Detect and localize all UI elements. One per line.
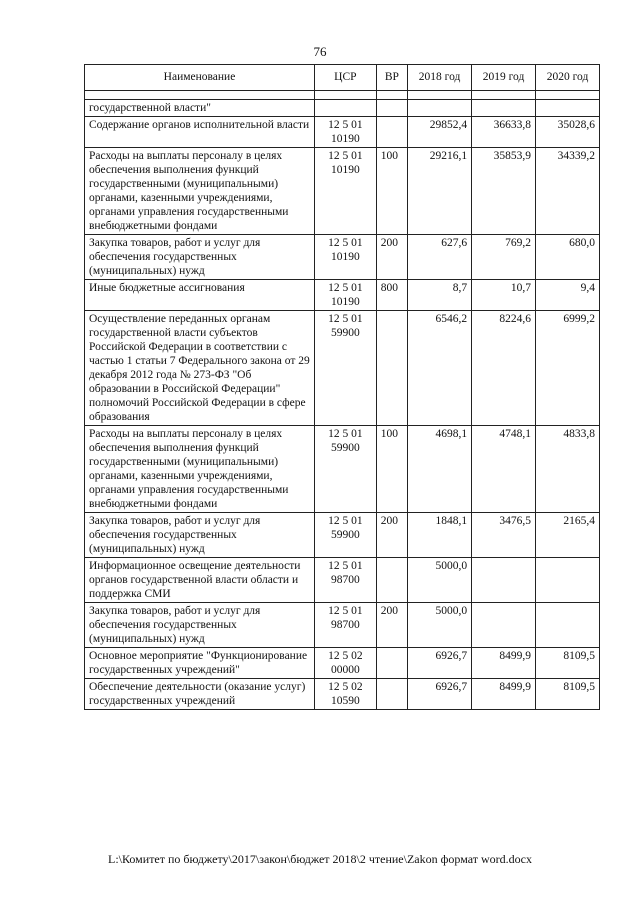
row-2018-cell: 6546,2 — [408, 311, 472, 426]
row-2020-cell — [536, 603, 600, 648]
table-row — [85, 648, 600, 679]
row-name-cell: Основное мероприятие "Функционирование государственных учреждений" — [85, 648, 315, 679]
row-2018-cell: 1848,1 — [408, 513, 472, 558]
header-name: Наименование — [85, 65, 315, 91]
row-2019-cell: 769,2 — [472, 235, 536, 280]
row-2018-cell: 5000,0 — [408, 603, 472, 648]
row-name-cell: Расходы на выплаты персоналу в целях обеспечения выполнения функций государственными (муниципальными) органами, казенными учреждениями, органами управления государственными внебюджетными фондами — [85, 426, 315, 513]
row-2020-cell: 6999,2 — [536, 311, 600, 426]
page-number: 76 — [313, 44, 327, 59]
row-csr-cell: 12 5 01 59900 — [315, 513, 377, 558]
row-name-cell: Обеспечение деятельности (оказание услуг) государственных учреждений — [85, 679, 315, 710]
row-vr-cell: 200 — [376, 235, 407, 280]
table-row — [85, 100, 600, 117]
header-vr: ВР — [376, 65, 407, 91]
row-2020-cell — [536, 100, 600, 117]
row-2020-cell: 8109,5 — [536, 679, 600, 710]
row-csr-cell — [315, 100, 377, 117]
row-2019-cell — [472, 603, 536, 648]
row-vr-cell: 800 — [376, 280, 407, 311]
row-2019-cell: 8499,9 — [472, 679, 536, 710]
row-2020-cell: 34339,2 — [536, 148, 600, 235]
row-2019-cell — [472, 558, 536, 603]
table-row — [85, 558, 600, 603]
row-name-cell: государственной власти" — [85, 100, 315, 117]
table-row — [85, 426, 600, 513]
table-row — [85, 148, 600, 235]
table-row — [85, 235, 600, 280]
row-2018-cell — [408, 100, 472, 117]
header-2018: 2018 год — [408, 65, 472, 91]
row-vr-cell: 100 — [376, 426, 407, 513]
row-vr-cell — [376, 100, 407, 117]
row-2020-cell: 9,4 — [536, 280, 600, 311]
header-2019: 2019 год — [472, 65, 536, 91]
row-csr-cell: 12 5 01 98700 — [315, 558, 377, 603]
row-vr-cell — [376, 558, 407, 603]
table-row — [85, 679, 600, 710]
row-csr-cell: 12 5 01 10190 — [315, 148, 377, 235]
row-vr-cell — [376, 311, 407, 426]
row-vr-cell — [376, 648, 407, 679]
row-csr-cell: 12 5 02 10590 — [315, 679, 377, 710]
row-vr-cell: 200 — [376, 513, 407, 558]
header-csr: ЦСР — [315, 65, 377, 91]
row-vr-cell — [376, 117, 407, 148]
row-csr-cell: 12 5 01 98700 — [315, 603, 377, 648]
table-row — [85, 280, 600, 311]
row-2019-cell: 4748,1 — [472, 426, 536, 513]
row-name-cell: Закупка товаров, работ и услуг для обеспечения государственных (муниципальных) нужд — [85, 603, 315, 648]
budget-table — [84, 64, 600, 710]
row-2019-cell — [472, 100, 536, 117]
table-row — [85, 603, 600, 648]
row-csr-cell: 12 5 01 59900 — [315, 426, 377, 513]
row-2018-cell: 29216,1 — [408, 148, 472, 235]
table-header-row — [85, 65, 600, 91]
row-2018-cell: 29852,4 — [408, 117, 472, 148]
row-2020-cell: 4833,8 — [536, 426, 600, 513]
row-2020-cell: 2165,4 — [536, 513, 600, 558]
row-name-cell: Иные бюджетные ассигнования — [85, 280, 315, 311]
row-csr-cell: 12 5 01 10190 — [315, 117, 377, 148]
table-body — [85, 100, 600, 710]
row-2019-cell: 35853,9 — [472, 148, 536, 235]
row-2018-cell: 627,6 — [408, 235, 472, 280]
row-name-cell: Осуществление переданных органам государственной власти субъектов Российской Федерации в соответствии с частью 1 статьи 7 Федерального закона от 29 декабря 2012 года № 273-ФЗ "Об образовании в Российской Федерации" полномочий Российской Федерации в сфере образования — [85, 311, 315, 426]
row-csr-cell: 12 5 01 10190 — [315, 280, 377, 311]
row-2020-cell: 35028,6 — [536, 117, 600, 148]
row-name-cell: Закупка товаров, работ и услуг для обеспечения государственных (муниципальных) нужд — [85, 235, 315, 280]
table-row — [85, 311, 600, 426]
row-2018-cell: 6926,7 — [408, 648, 472, 679]
row-2020-cell: 8109,5 — [536, 648, 600, 679]
table-row — [85, 117, 600, 148]
row-vr-cell — [376, 679, 407, 710]
file-path-footer: L:\Комитет по бюджету\2017\закон\бюджет 2018\2 чтение\Zakon формат word.docx — [108, 852, 532, 866]
row-csr-cell: 12 5 01 10190 — [315, 235, 377, 280]
row-2020-cell — [536, 558, 600, 603]
row-name-cell: Информационное освещение деятельности органов государственной власти области и поддержка СМИ — [85, 558, 315, 603]
row-name-cell: Расходы на выплаты персоналу в целях обеспечения выполнения функций государственными (муниципальными) органами, казенными учреждениями, органами управления государственными внебюджетными фондами — [85, 148, 315, 235]
row-name-cell: Закупка товаров, работ и услуг для обеспечения государственных (муниципальных) нужд — [85, 513, 315, 558]
row-2020-cell: 680,0 — [536, 235, 600, 280]
row-2018-cell: 6926,7 — [408, 679, 472, 710]
row-2019-cell: 8224,6 — [472, 311, 536, 426]
row-2019-cell: 10,7 — [472, 280, 536, 311]
row-2019-cell: 36633,8 — [472, 117, 536, 148]
row-csr-cell: 12 5 01 59900 — [315, 311, 377, 426]
row-vr-cell: 100 — [376, 148, 407, 235]
row-name-cell: Содержание органов исполнительной власти — [85, 117, 315, 148]
row-2018-cell: 5000,0 — [408, 558, 472, 603]
row-2019-cell: 3476,5 — [472, 513, 536, 558]
row-2018-cell: 4698,1 — [408, 426, 472, 513]
row-2019-cell: 8499,9 — [472, 648, 536, 679]
header-spacer-row — [85, 91, 600, 100]
header-2020: 2020 год — [536, 65, 600, 91]
row-2018-cell: 8,7 — [408, 280, 472, 311]
row-csr-cell: 12 5 02 00000 — [315, 648, 377, 679]
table-row — [85, 513, 600, 558]
row-vr-cell: 200 — [376, 603, 407, 648]
